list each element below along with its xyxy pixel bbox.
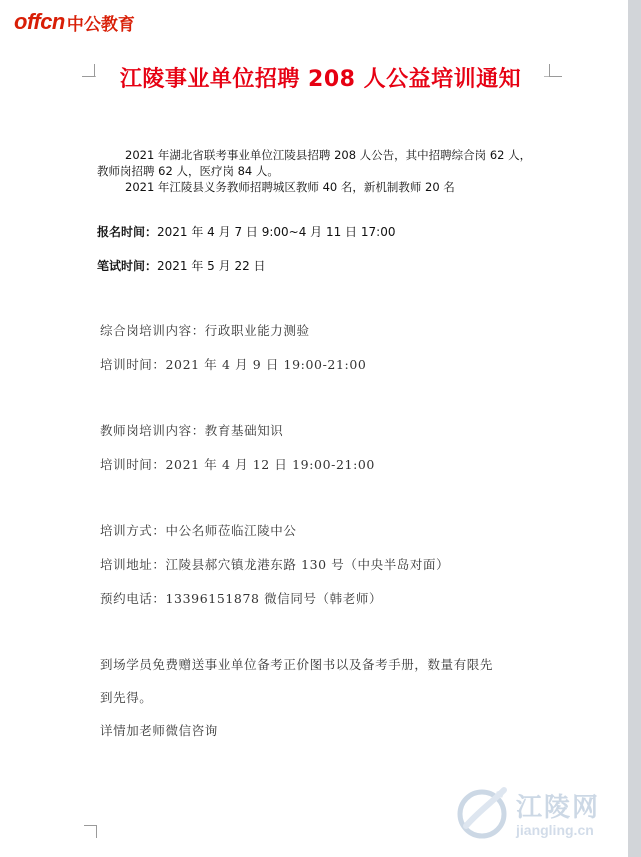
- exam-value: 2021 年 5 月 22 日: [157, 259, 266, 273]
- registration-time: [97, 223, 395, 240]
- comprehensive-training-content: 综合岗培训内容：行政职业能力测验: [100, 323, 310, 338]
- document-title: 江陵事业单位招聘 208 人公益培训通知: [119, 67, 522, 92]
- consult-note: 详情加老师微信咨询: [100, 723, 218, 738]
- booking-phone: 预约电话：13396151878 微信同号（韩老师）: [100, 591, 383, 606]
- logo-latin-text: offcn: [14, 9, 65, 34]
- teacher-training-content: 教师岗培训内容：教育基础知识: [100, 423, 284, 438]
- comprehensive-training-time: 培训时间：2021 年 4 月 9 日 19:00-21:00: [100, 357, 367, 372]
- intro-line-1: 2021 年湖北省联考事业单位江陵县招聘 208 人公告，其中招聘综合岗 62 人，: [125, 148, 532, 162]
- registration-label: 报名时间：: [97, 225, 158, 239]
- offcn-logo: [14, 8, 135, 36]
- training-mode: 培训方式：中公名师莅临江陵中公: [100, 523, 297, 538]
- page-corner-marker-bottom-left: [84, 825, 97, 838]
- right-gutter: [628, 0, 641, 857]
- teacher-training-time: 培训时间：2021 年 4 月 12 日 19:00-21:00: [100, 457, 375, 472]
- watermark-url: jiangling.cn: [516, 821, 594, 838]
- watermark-swirl-icon: [452, 782, 512, 842]
- exam-label: 笔试时间：: [97, 259, 158, 273]
- training-address: 培训地址：江陵县郝穴镇龙港东路 130 号（中央半岛对面）: [100, 557, 450, 572]
- intro-line-2: 教师岗招聘 62 人，医疗岗 84 人。: [97, 164, 279, 178]
- watermark-chinese: 江陵网: [516, 792, 601, 823]
- exam-time: [97, 257, 266, 274]
- gift-line-2: 到先得。: [100, 690, 153, 705]
- intro-line-3: 2021 年江陵县义务教师招聘城区教师 40 名，新机制教师 20 名: [125, 180, 455, 194]
- gift-line-1: 到场学员免费赠送事业单位备考正价图书以及备考手册，数量有限先: [100, 657, 494, 672]
- registration-value: 2021 年 4 月 7 日 9:00~4 月 11 日 17:00: [157, 225, 396, 239]
- logo-chinese-text: 中公教育: [66, 14, 135, 35]
- jiangling-watermark: [452, 782, 600, 842]
